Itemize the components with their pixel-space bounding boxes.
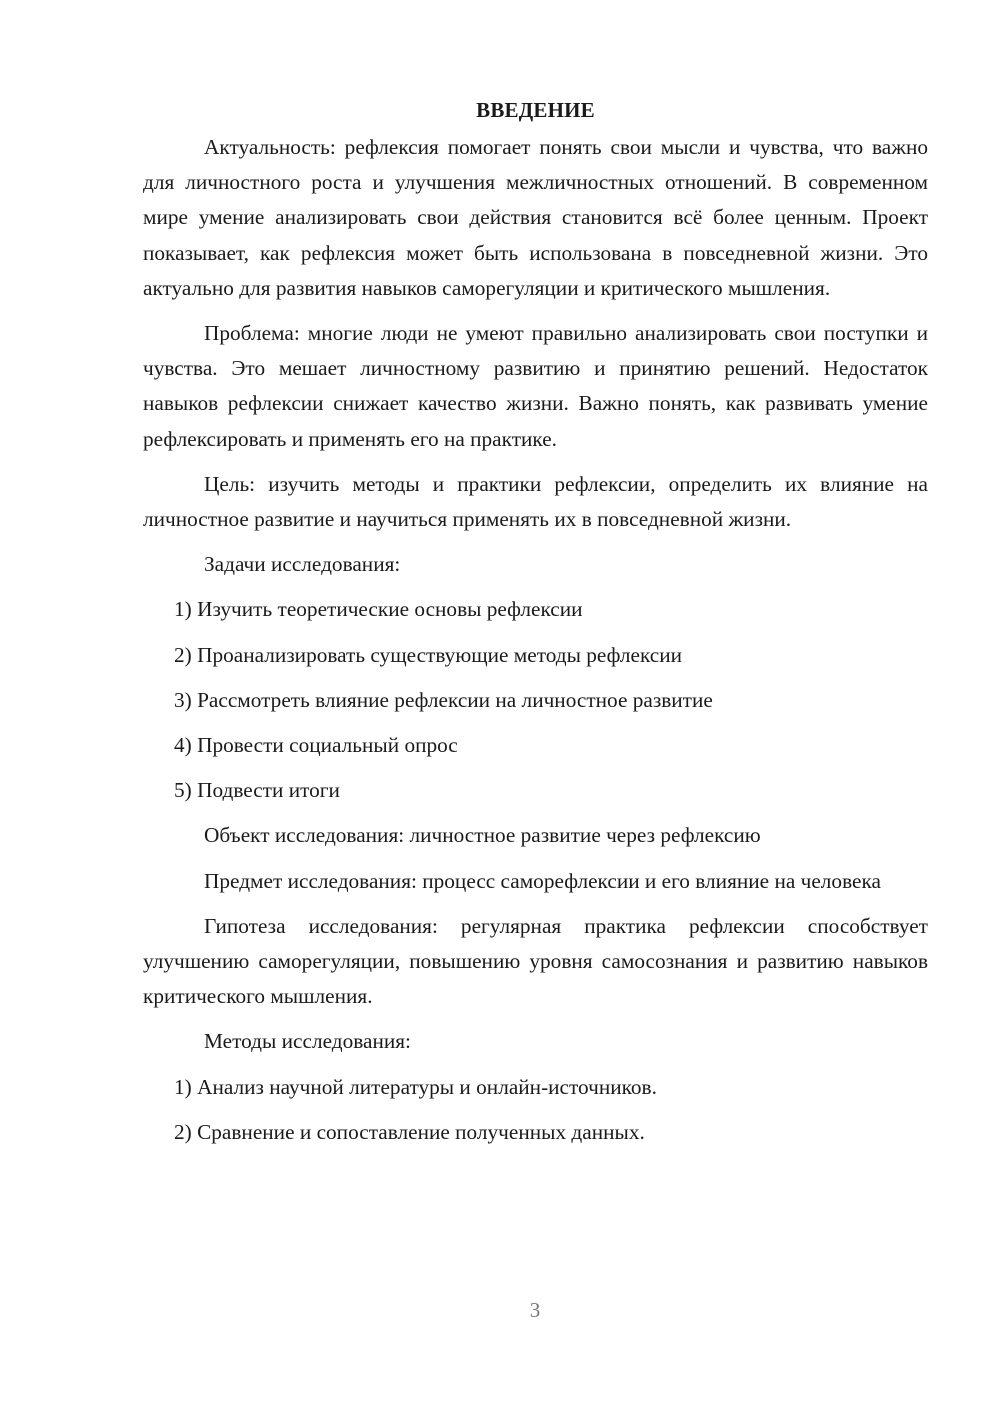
- object-paragraph: Объект исследования: личностное развитие через рефлексию: [204, 823, 761, 848]
- problem-paragraph: Проблема: многие люди не умеют правильно анализировать свои поступки и чувства. Это мешает личностному развитию и принятию решений. Недостаток навыков рефлексии снижает качество жизни. Важно понять, как развивать умение рефлексировать и применять его на практике.: [143, 321, 928, 451]
- relevance-paragraph: Актуальность: рефлексия помогает понять свои мысли и чувства, что важно для личностного роста и улучшения межличностных отношений. В современном мире умение анализировать свои действия становится всё более ценным. Проект показывает, как рефлексия может быть использована в повседневной жизни. Это актуально для развития навыков саморегуляции и критического мышления.: [143, 135, 928, 300]
- methods-heading: Методы исследования:: [204, 1029, 411, 1054]
- goal-paragraph: Цель: изучить методы и практики рефлексии, определить их влияние на личностное развитие и научиться применять их в повседневной жизни.: [143, 471, 928, 532]
- tasks-heading: Задачи исследования:: [204, 552, 401, 577]
- task-item: 4) Провести социальный опрос: [174, 733, 458, 758]
- hypothesis-paragraph: Гипотеза исследования: регулярная практика рефлексии способствует улучшению саморегуляции, повышению уровня самосознания и развитию навыков критического мышления.: [143, 913, 928, 1009]
- section-title: ВВЕДЕНИЕ: [476, 98, 595, 122]
- task-item: 5) Подвести итоги: [174, 778, 340, 803]
- document-page: [143, 92, 928, 1160]
- method-item: 1) Анализ научной литературы и онлайн-источников.: [174, 1074, 657, 1099]
- task-item: 1) Изучить теоретические основы рефлексии: [174, 597, 583, 622]
- task-item: 3) Рассмотреть влияние рефлексии на личностное развитие: [174, 687, 713, 712]
- subject-paragraph: Предмет исследования: процесс саморефлексии и его влияние на человека: [204, 868, 881, 893]
- task-item: 2) Проанализировать существующие методы рефлексии: [174, 642, 683, 667]
- method-item: 2) Сравнение и сопоставление полученных данных.: [174, 1119, 645, 1144]
- page-number: 3: [529, 1298, 541, 1322]
